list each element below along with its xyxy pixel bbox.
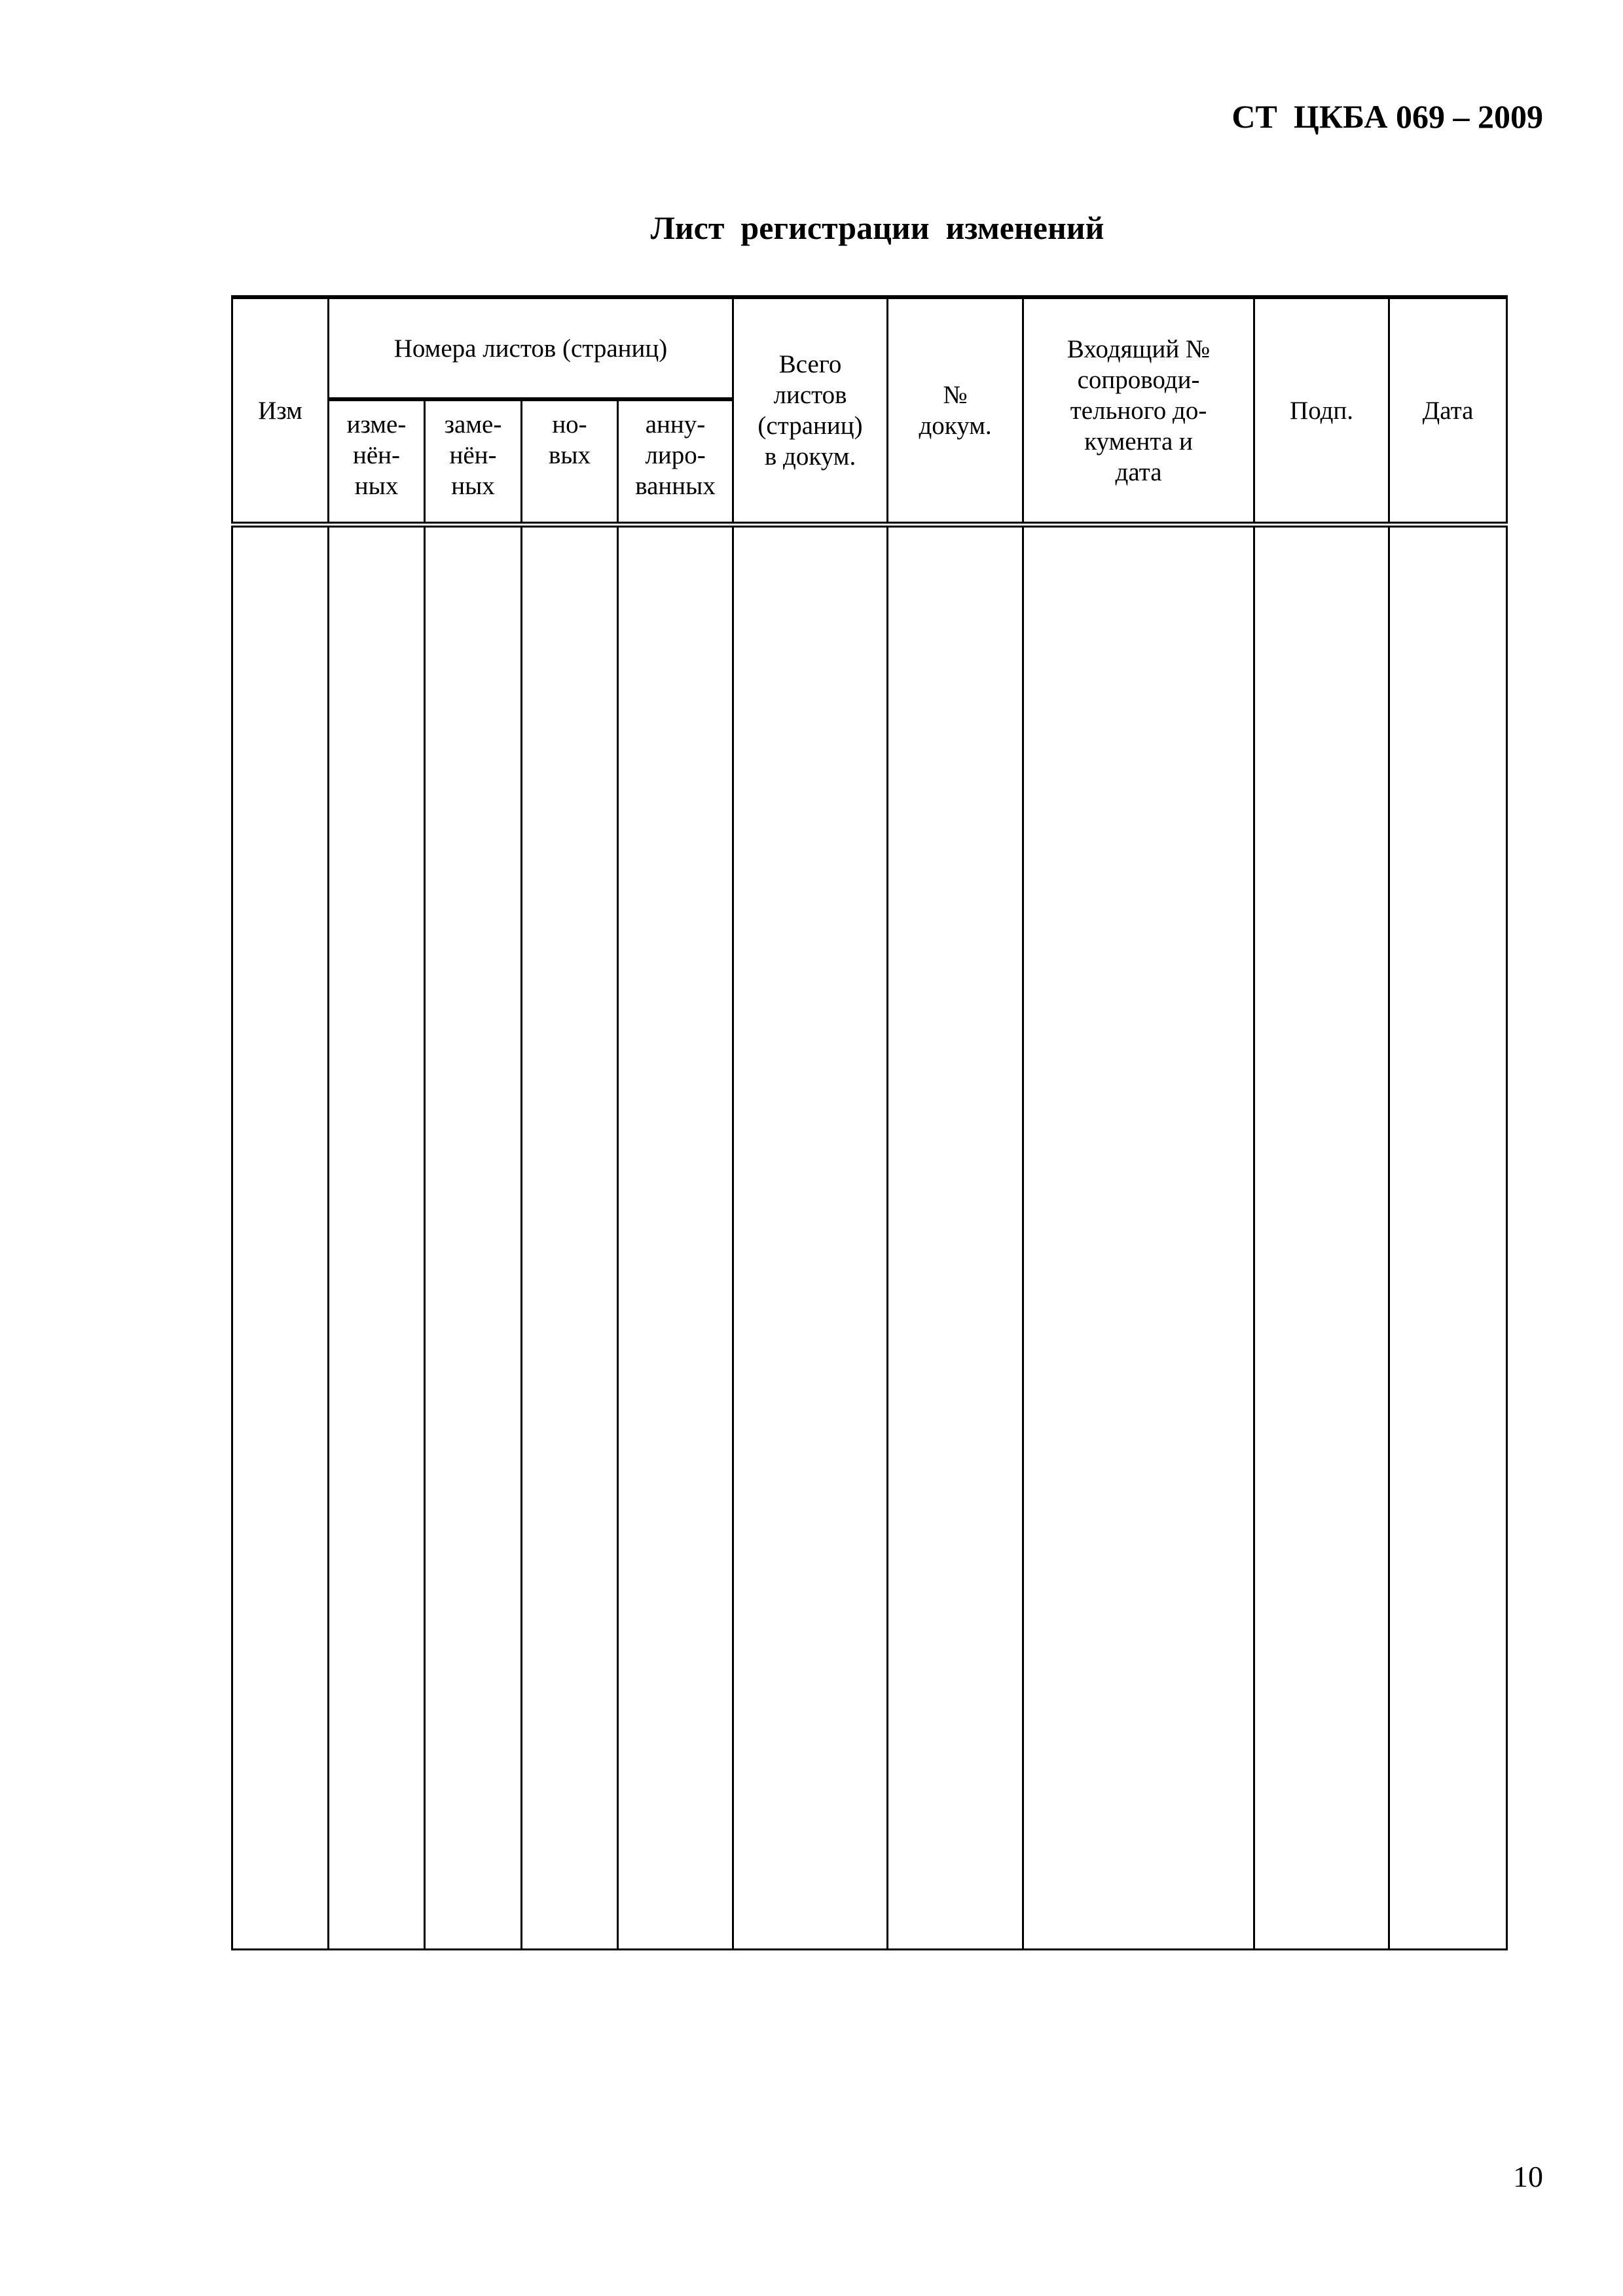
table-cell-izm bbox=[232, 525, 329, 1950]
page-title: Лист регистрации изменений bbox=[650, 209, 1104, 246]
header-cell-sheet-numbers bbox=[329, 297, 733, 399]
table-cell-total-sheets bbox=[733, 525, 888, 1950]
header-cell-date bbox=[1389, 297, 1507, 525]
table-cell-changed bbox=[329, 525, 425, 1950]
header-cell-replaced bbox=[425, 399, 522, 525]
header-cell-new bbox=[522, 399, 618, 525]
table-header-row-top bbox=[232, 297, 1507, 399]
header-label-izm: Изм bbox=[258, 396, 302, 425]
header-label-new: но- вых bbox=[548, 410, 591, 469]
header-cell-signature bbox=[1254, 297, 1389, 525]
change-registration-table bbox=[231, 295, 1508, 1950]
table-cell-new bbox=[522, 525, 618, 1950]
table-cell-doc-number bbox=[888, 525, 1023, 1950]
header-cell-incoming-doc bbox=[1023, 297, 1254, 525]
table-row bbox=[232, 525, 1507, 1950]
table-cell-annulled bbox=[618, 525, 733, 1950]
header-cell-changed bbox=[329, 399, 425, 525]
table-cell-incoming-doc bbox=[1023, 525, 1254, 1950]
header-label-annulled: анну- лиро- ванных bbox=[635, 410, 716, 500]
header-cell-total-sheets bbox=[733, 297, 888, 525]
header-label-sheet-numbers: Номера листов (страниц) bbox=[393, 334, 668, 363]
header-cell-annulled bbox=[618, 399, 733, 525]
table-cell-replaced bbox=[425, 525, 522, 1950]
header-cell-doc-number bbox=[888, 297, 1023, 525]
header-label-date: Дата bbox=[1422, 396, 1474, 425]
header-cell-izm bbox=[232, 297, 329, 525]
table-cell-signature bbox=[1254, 525, 1389, 1950]
document-code: СТ ЦКБА 069 – 2009 bbox=[1231, 98, 1543, 135]
header-label-signature: Подп. bbox=[1290, 396, 1354, 425]
header-label-incoming-doc: Входящий № сопроводи- тельного до- кумента и дата bbox=[1067, 334, 1211, 486]
header-label-total-sheets: Всего листов (страниц) в докум. bbox=[757, 350, 863, 471]
header-label-doc-number: № докум. bbox=[919, 381, 992, 440]
table-cell-date bbox=[1389, 525, 1507, 1950]
page-number: 10 bbox=[1513, 2160, 1543, 2193]
header-label-changed: изме- нён- ных bbox=[346, 410, 407, 500]
header-label-replaced: заме- нён- ных bbox=[444, 410, 502, 500]
